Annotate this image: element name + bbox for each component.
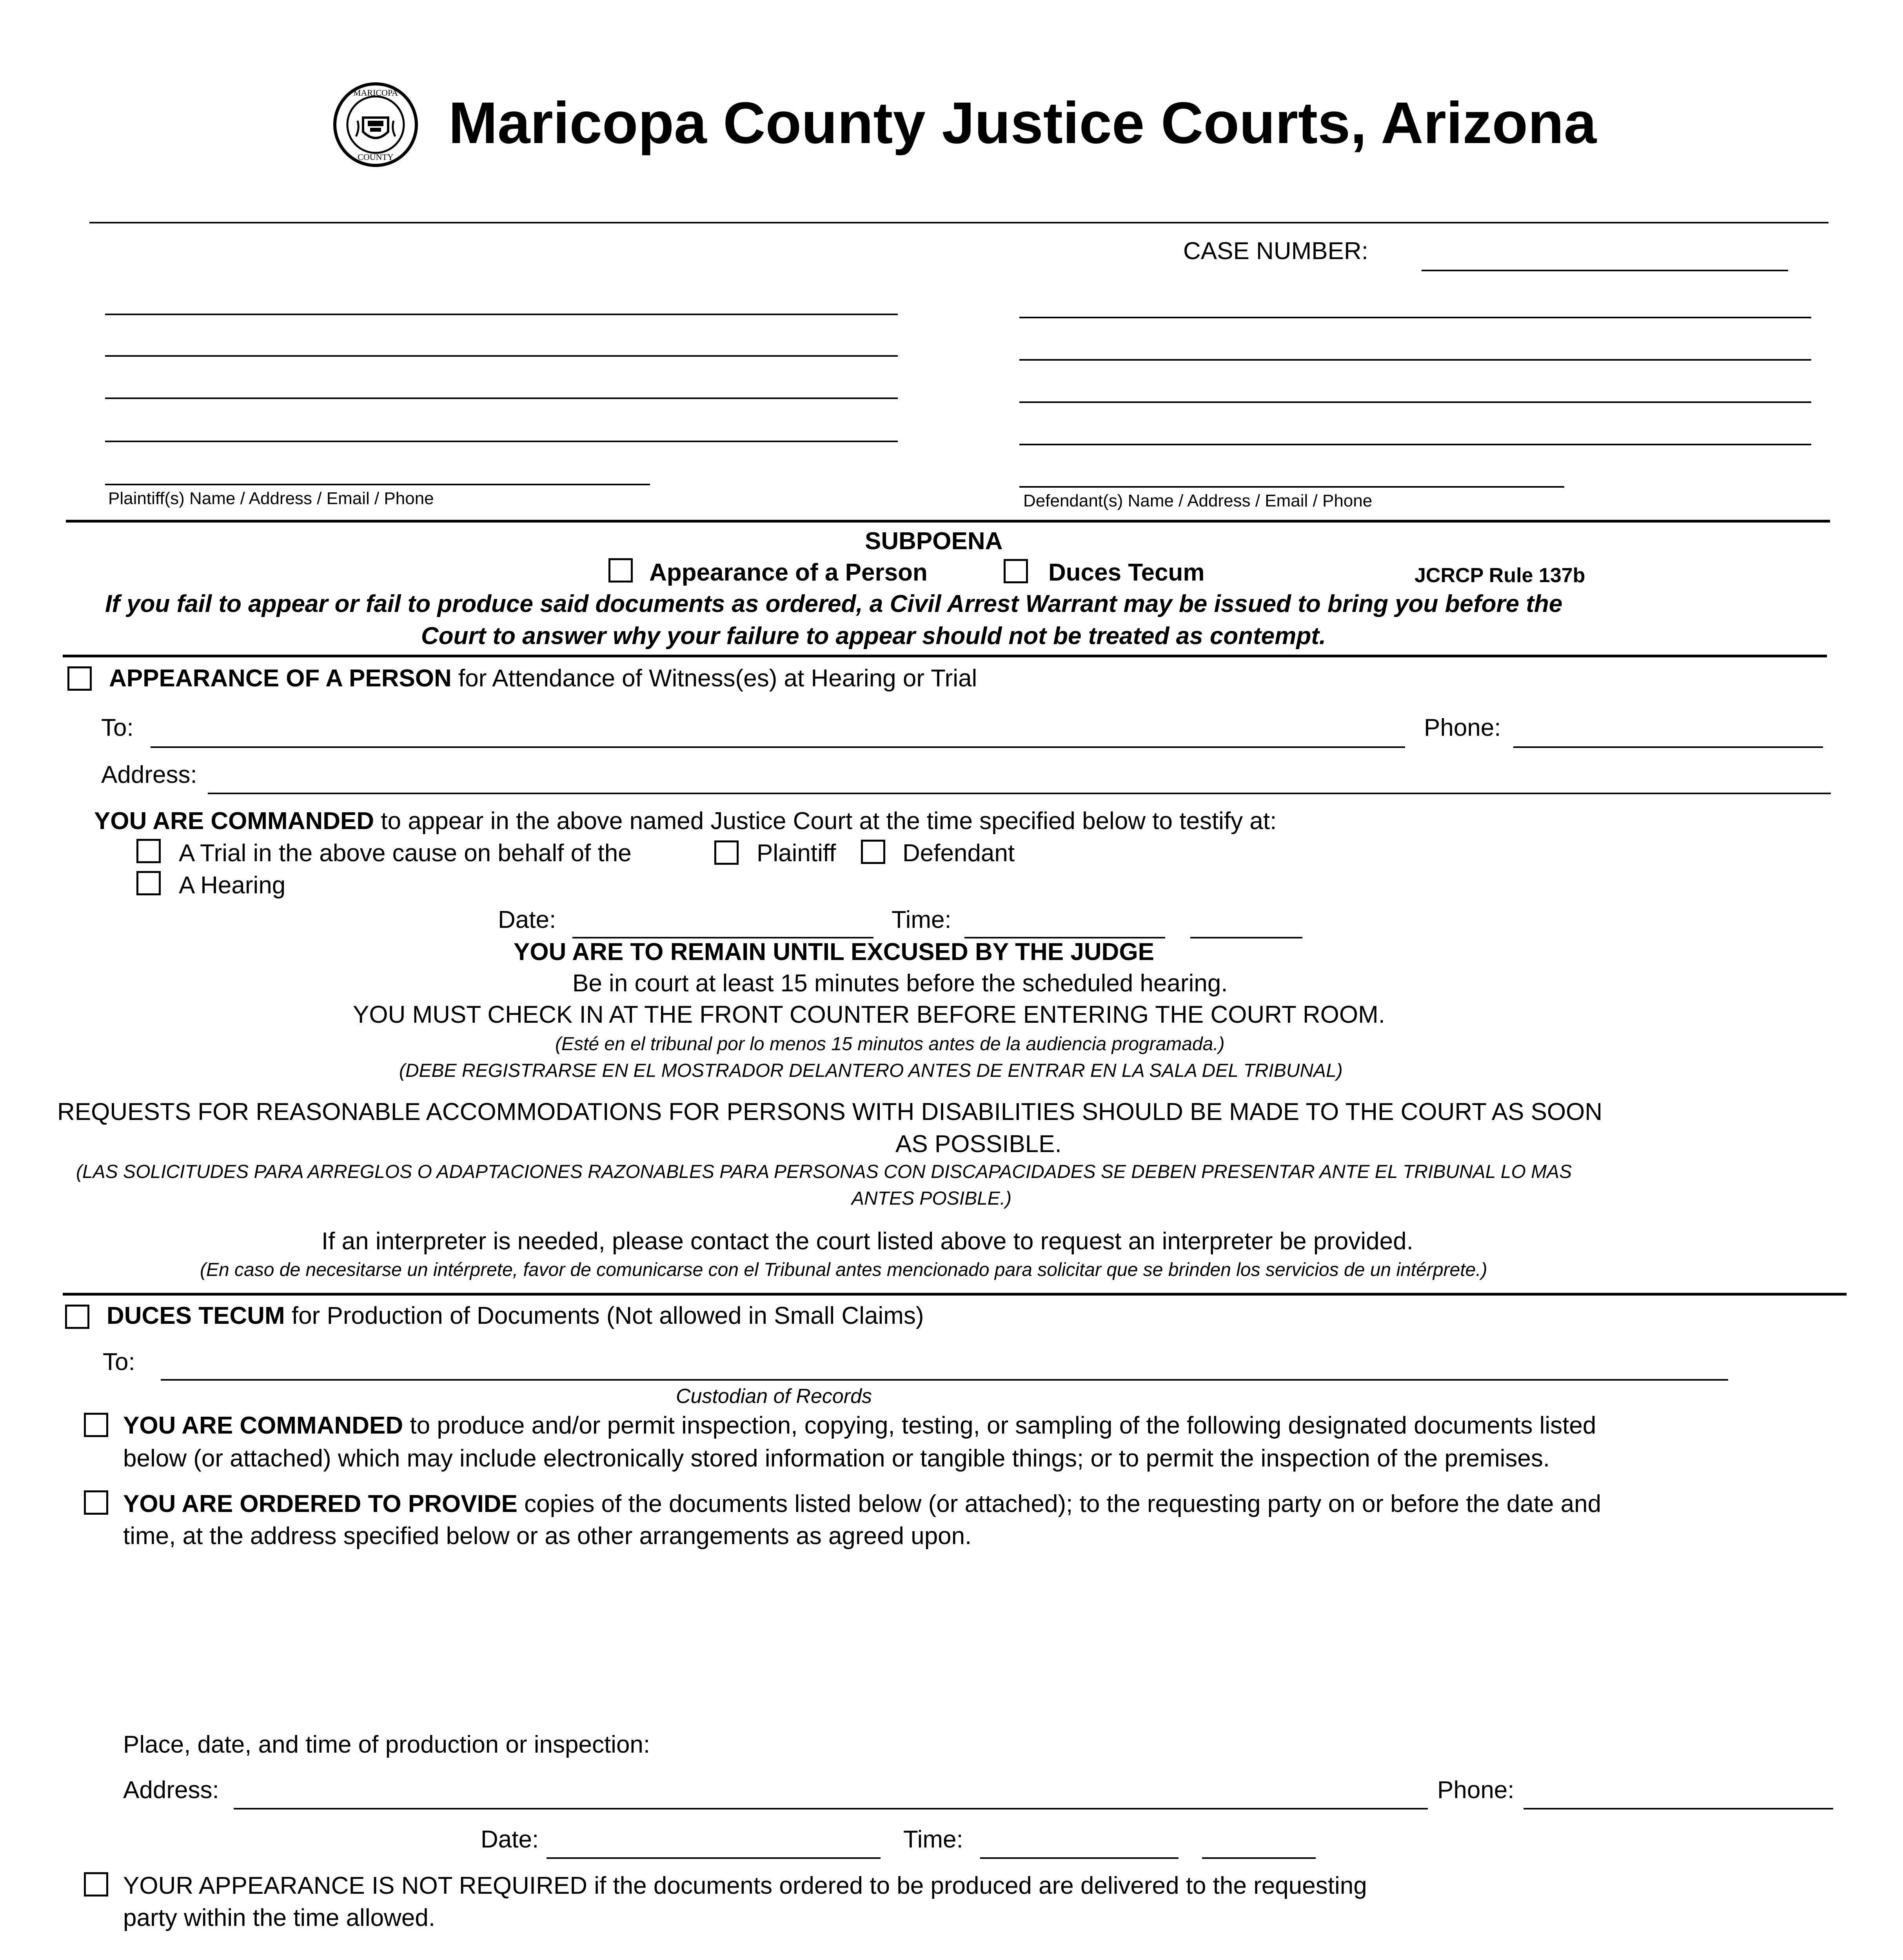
not-required-checkbox[interactable] bbox=[84, 1872, 108, 1896]
production-time-label: Time: bbox=[903, 1826, 963, 1853]
appearance-commanded-bold: YOU ARE COMMANDED bbox=[94, 808, 374, 835]
plaintiff-option-label: Plaintiff bbox=[757, 840, 836, 867]
witness-address-label: Address: bbox=[101, 761, 197, 788]
defendant-line-3[interactable] bbox=[1019, 401, 1811, 403]
production-date-label: Date: bbox=[481, 1826, 539, 1853]
appearance-person-label: Appearance of a Person bbox=[649, 559, 928, 586]
witness-address-field[interactable] bbox=[208, 793, 1831, 794]
witness-phone-field[interactable] bbox=[1513, 746, 1823, 748]
appearance-section-checkbox[interactable] bbox=[67, 666, 92, 691]
seal-text-bottom: COUNTY bbox=[358, 152, 394, 162]
custodian-label: Custodian of Records bbox=[676, 1385, 872, 1408]
section-divider-appearance bbox=[63, 655, 1827, 657]
trial-label: A Trial in the above cause on behalf of the bbox=[179, 840, 632, 867]
section-divider-duces bbox=[63, 1293, 1847, 1296]
production-date-field[interactable] bbox=[547, 1857, 881, 1859]
witness-to-field[interactable] bbox=[151, 746, 1405, 748]
not-required-line-2: party within the time allowed. bbox=[123, 1904, 436, 1931]
appearance-heading-bold: APPEARANCE OF A PERSON bbox=[109, 665, 452, 692]
accommodations-line-1: REQUESTS FOR REASONABLE ACCOMMODATIONS FOR PERSONS WITH DISABILITIES SHOULD BE MADE TO THE COURT AS SOON bbox=[57, 1098, 1603, 1125]
subpoena-title: SUBPOENA bbox=[865, 528, 1003, 555]
duces-tecum-label: Duces Tecum bbox=[1048, 559, 1205, 586]
production-phone-label: Phone: bbox=[1437, 1777, 1514, 1804]
remain-notice: YOU ARE TO REMAIN UNTIL EXCUSED BY THE JUDGE bbox=[514, 938, 1155, 965]
accommodations-line-2: AS POSSIBLE. bbox=[895, 1131, 1062, 1158]
warning-line-1: If you fail to appear or fail to produce said documents as ordered, a Civil Arrest Warrant may be issued to bring you before the bbox=[105, 590, 1563, 617]
county-seal bbox=[332, 82, 419, 168]
produce-commanded bbox=[123, 1414, 1596, 1438]
seal-text-top: MARICOPA bbox=[353, 88, 398, 98]
appearance-person-checkbox[interactable] bbox=[608, 558, 633, 583]
provide-copies-rest: copies of the documents listed below (or attached); to the requesting party on or before the date and bbox=[517, 1490, 1602, 1517]
header-divider bbox=[89, 222, 1829, 223]
production-phone-field[interactable] bbox=[1523, 1808, 1833, 1809]
plaintiff-label: Plaintiff(s) Name / Address / Email / Phone bbox=[108, 489, 434, 508]
appearance-time-label: Time: bbox=[892, 906, 952, 933]
duces-to-label: To: bbox=[103, 1348, 135, 1376]
appearance-commanded bbox=[94, 809, 1277, 833]
defendant-option-label: Defendant bbox=[902, 840, 1015, 867]
produce-commanded-bold: YOU ARE COMMANDED bbox=[123, 1412, 403, 1439]
plaintiff-line-2[interactable] bbox=[105, 355, 898, 357]
provide-copies bbox=[123, 1492, 1601, 1516]
witness-phone-label: Phone: bbox=[1424, 714, 1501, 741]
plaintiff-line-5[interactable] bbox=[105, 484, 650, 485]
appearance-heading bbox=[109, 666, 977, 691]
duces-heading-bold: DUCES TECUM bbox=[107, 1302, 285, 1329]
accommodations-es-line-1: (LAS SOLICITUDES PARA ARREGLOS O ADAPTACIONES RAZONABLES PARA PERSONAS CON DISCAPACIDADES SE DEBEN PRESENTAR ANTE EL TRIBUNAL LO MAS bbox=[76, 1161, 1572, 1182]
production-ampm-field[interactable] bbox=[1202, 1857, 1316, 1859]
duces-to-field[interactable] bbox=[161, 1379, 1728, 1381]
warning-line-2: Court to answer why your failure to appear should not be treated as contempt. bbox=[421, 622, 1326, 650]
not-required-line-1: YOUR APPEARANCE IS NOT REQUIRED if the documents ordered to be produced are delivered to the requesting bbox=[123, 1872, 1367, 1899]
hearing-label: A Hearing bbox=[179, 872, 286, 899]
appearance-date-label: Date: bbox=[498, 906, 556, 933]
witness-to-label: To: bbox=[101, 714, 134, 741]
provide-copies-bold: YOU ARE ORDERED TO PROVIDE bbox=[123, 1490, 518, 1517]
place-label: Place, date, and time of production or inspection: bbox=[123, 1731, 650, 1758]
accommodations-es-line-2: ANTES POSIBLE.) bbox=[852, 1188, 1012, 1209]
produce-commanded-line-2: below (or attached) which may include electronically stored information or tangible things; or to permit the inspection of the premises. bbox=[123, 1445, 1550, 1472]
case-number-field[interactable] bbox=[1422, 270, 1788, 271]
produce-checkbox[interactable] bbox=[84, 1413, 108, 1437]
check-in-notice-es: (DEBE REGISTRARSE EN EL MOSTRADOR DELANTERO ANTES DE ENTRAR EN LA SALA DEL TRIBUNAL) bbox=[399, 1060, 1343, 1081]
trial-checkbox[interactable] bbox=[136, 839, 161, 863]
plaintiff-option-checkbox[interactable] bbox=[714, 840, 739, 865]
production-address-field[interactable] bbox=[234, 1808, 1428, 1809]
hearing-checkbox[interactable] bbox=[136, 871, 161, 895]
check-in-notice: YOU MUST CHECK IN AT THE FRONT COUNTER BEFORE ENTERING THE COURT ROOM. bbox=[353, 1001, 1385, 1028]
provide-copies-line-2: time, at the address specified below or as other arrangements as agreed upon. bbox=[123, 1523, 972, 1550]
case-number-label: CASE NUMBER: bbox=[1183, 238, 1368, 265]
interpreter-notice: If an interpreter is needed, please contact the court listed above to request an interpreter be provided. bbox=[321, 1228, 1413, 1255]
rule-reference: JCRCP Rule 137b bbox=[1415, 564, 1585, 587]
produce-commanded-rest: to produce and/or permit inspection, copying, testing, or sampling of the following designated documents listed bbox=[403, 1412, 1596, 1439]
provide-copies-checkbox[interactable] bbox=[84, 1490, 108, 1515]
section-divider-subpoena bbox=[66, 520, 1830, 523]
duces-heading-rest: for Production of Documents (Not allowed in Small Claims) bbox=[285, 1302, 924, 1329]
duces-tecum-checkbox[interactable] bbox=[1004, 559, 1028, 583]
duces-heading bbox=[107, 1304, 924, 1328]
defendant-label: Defendant(s) Name / Address / Email / Phone bbox=[1023, 491, 1373, 510]
production-address-label: Address: bbox=[123, 1777, 219, 1804]
page-title: Maricopa County Justice Courts, Arizona bbox=[449, 90, 1597, 156]
duces-section-checkbox[interactable] bbox=[65, 1305, 89, 1329]
plaintiff-line-1[interactable] bbox=[105, 314, 898, 315]
defendant-option-checkbox[interactable] bbox=[861, 840, 885, 864]
appearance-ampm-field[interactable] bbox=[1190, 937, 1302, 938]
defendant-line-2[interactable] bbox=[1019, 359, 1811, 361]
plaintiff-line-4[interactable] bbox=[105, 441, 898, 442]
be-in-court-notice: Be in court at least 15 minutes before the scheduled hearing. bbox=[572, 970, 1228, 997]
defendant-line-4[interactable] bbox=[1019, 444, 1811, 445]
plaintiff-line-3[interactable] bbox=[105, 397, 898, 399]
be-in-court-notice-es: (Esté en el tribunal por lo menos 15 minutos antes de la audiencia programada.) bbox=[555, 1034, 1225, 1054]
production-time-field[interactable] bbox=[980, 1857, 1178, 1859]
appearance-heading-rest: for Attendance of Witness(es) at Hearing or Trial bbox=[451, 665, 977, 692]
defendant-line-5[interactable] bbox=[1019, 486, 1564, 488]
appearance-commanded-rest: to appear in the above named Justice Court at the time specified below to testify at: bbox=[374, 808, 1277, 835]
interpreter-notice-es: (En caso de necesitarse un intérprete, favor de comunicarse con el Tribunal antes mencionado para solicitar que se brinden los servicios de un intérprete.) bbox=[200, 1259, 1487, 1280]
defendant-line-1[interactable] bbox=[1019, 317, 1811, 318]
